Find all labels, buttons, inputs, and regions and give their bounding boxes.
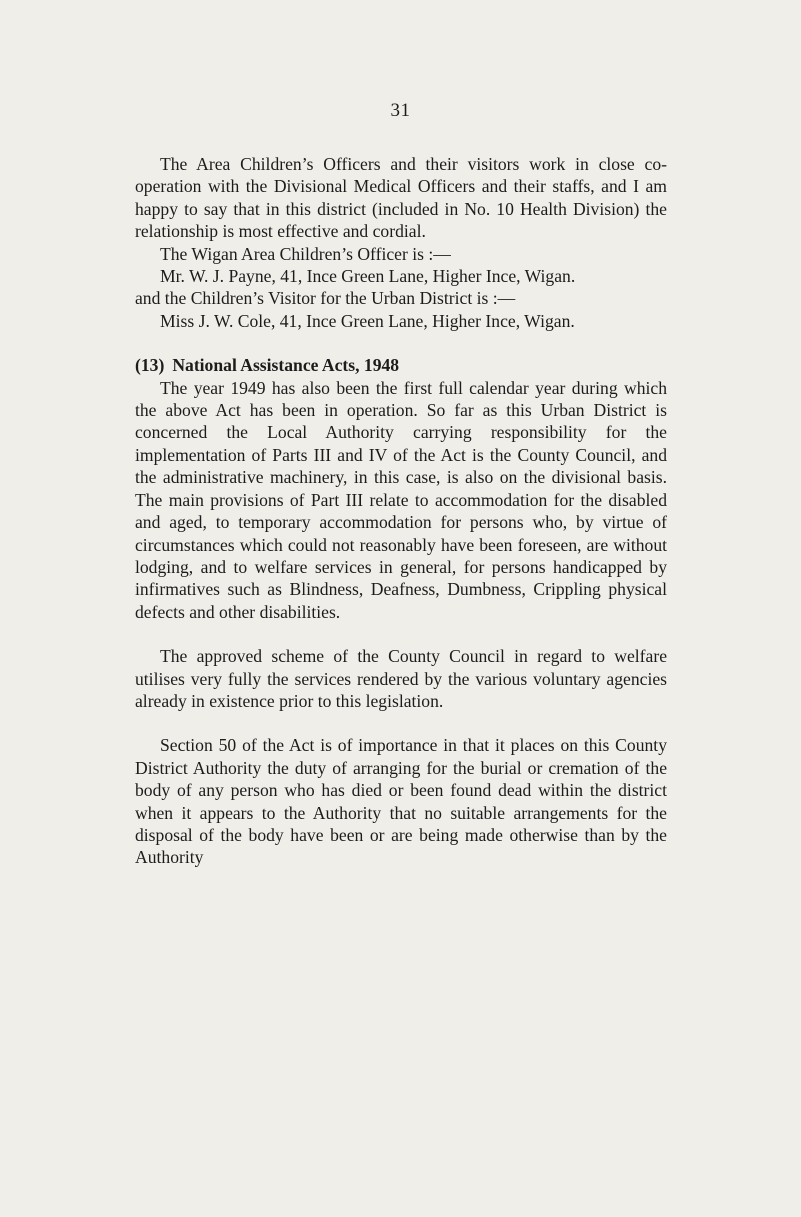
paragraph-approved-scheme: The approved scheme of the County Council in regard to welfare utilises very fully the services rendered by the various voluntary agencies already in existence prior to this legislation.: [135, 646, 667, 711]
paragraph-section-50: Section 50 of the Act is of importance in that it places on this County District Authority the duty of arranging for the burial or cremation of the body of any person who has died or been found dead within the district when it appears to the Authority that no suitable arrangements for the disposal of the body have been or are being made otherwise than by the Authority: [135, 735, 667, 868]
page-number: 31: [390, 100, 411, 121]
paragraph-national-assistance: The year 1949 has also been the first full calendar year during which the above Act has been in operation. So far as this Urban District is concerned the Local Authority carrying responsibility for the implementation of Parts III and IV of the Act is the County Council, and the administrative machinery, in this case, is also on the divisional basis. The main provisions of Part III relate to accommodation for the disabled and aged, to temporary accommodation for persons who, by virtue of circumstances which could not reasonably have been foreseen, are without lodging, and to welfare services in general, for persons handicapped by infirmatives such as Blindness, Deafness, Dumbness, Crippling physical defects and other disabilities.: [135, 377, 667, 622]
visitor-intro: and the Children’s Visitor for the Urban District is :—: [135, 288, 516, 309]
section-title: National Assistance Acts, 1948: [172, 355, 400, 376]
visitor-name: Miss J. W. Cole, 41, Ince Green Lane, Higher Ince, Wigan.: [160, 310, 575, 331]
officer-intro: The Wigan Area Children’s Officer is :—: [160, 243, 451, 264]
document-body: [135, 153, 667, 869]
section-number: (13): [135, 355, 165, 376]
officer-name: Mr. W. J. Payne, 41, Ince Green Lane, Higher Ince, Wigan.: [160, 266, 576, 287]
paragraph-childrens-officers: The Area Children’s Officers and their visitors work in close co-operation with the Divisional Medical Officers and their staffs, and I am happy to say that in this district (included in No. 10 Health Division) the relationship is most effective and cordial.: [135, 154, 667, 242]
section-heading: [135, 354, 667, 376]
